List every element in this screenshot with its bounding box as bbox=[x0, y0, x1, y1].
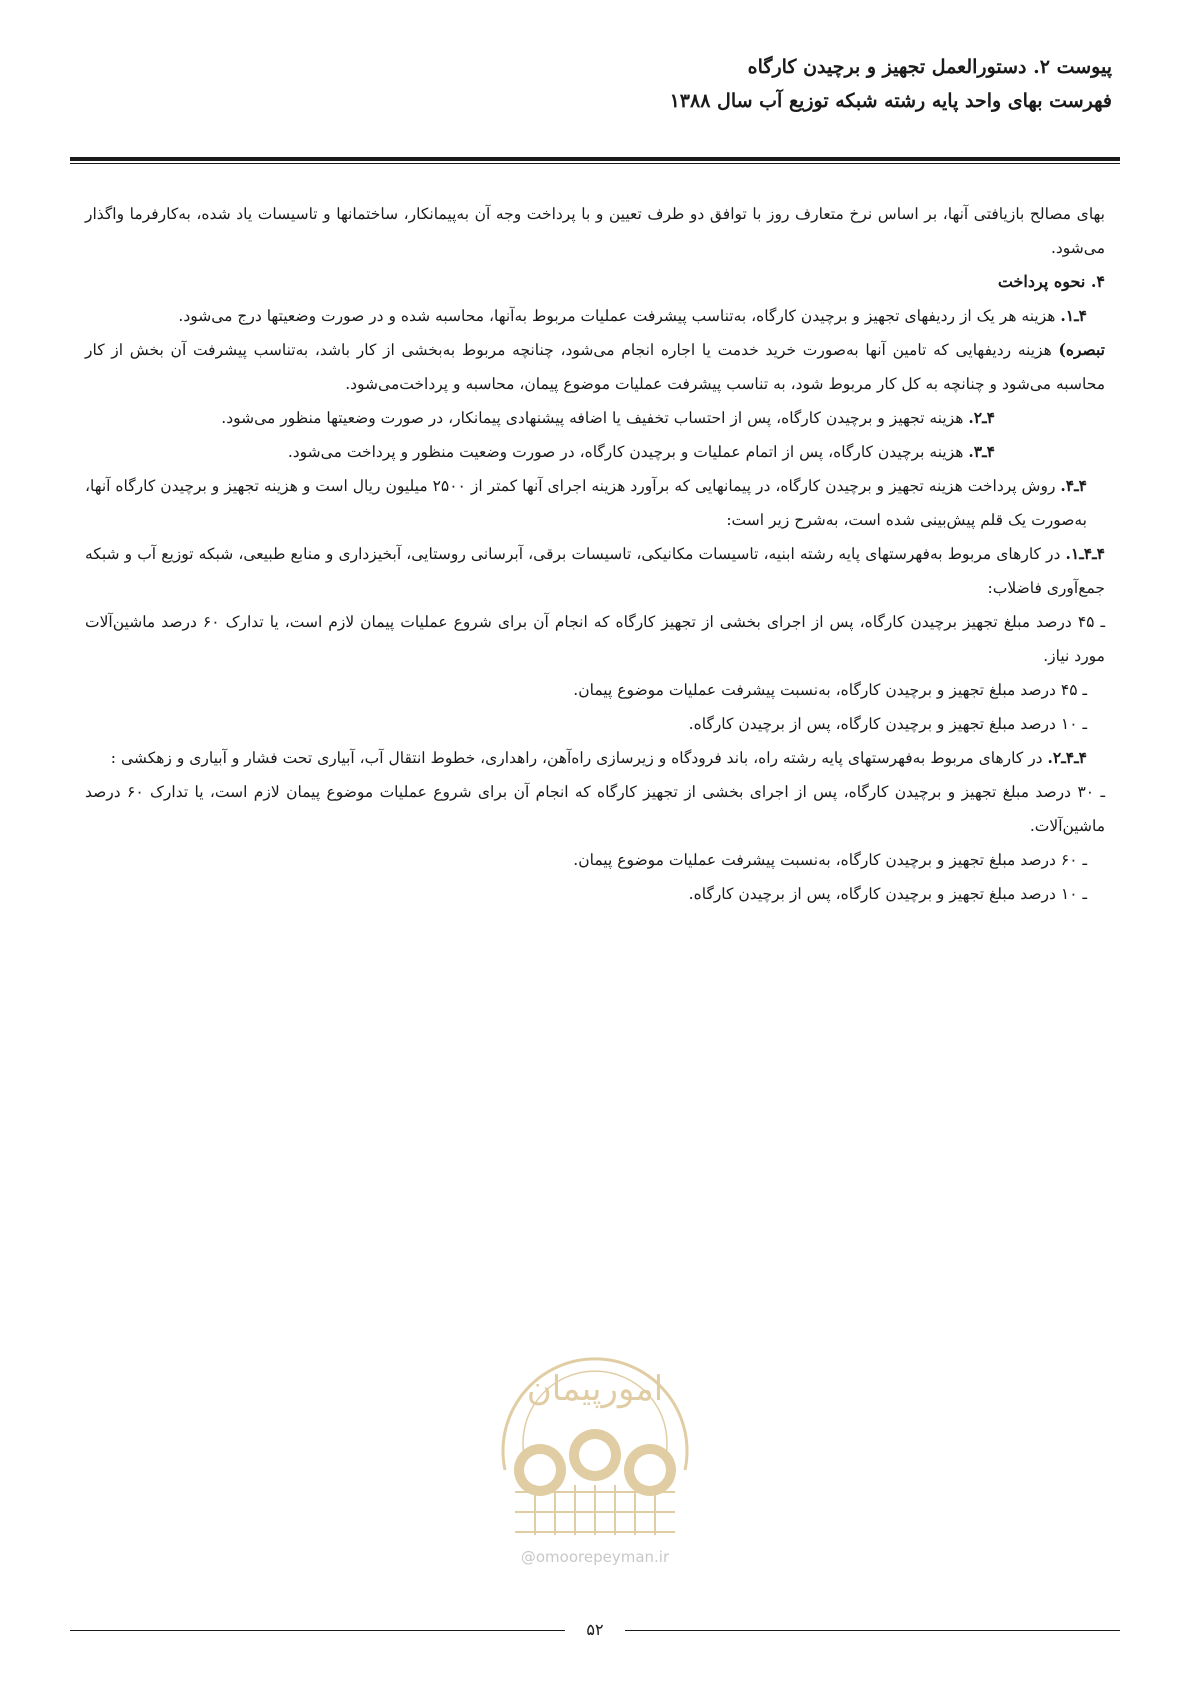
clause-text: روش پرداخت هزینه تجهیز و برچیدن کارگاه، در پیمانهایی که برآورد هزینه اجرای آنها کمتر از ۲۵۰۰ میلیون ریال است و هزینه تجهیز و برچیدن کارگاه آنها، به‌صورت یک قلم پیش‌بینی شده است، به‌شرح زیر است: bbox=[85, 477, 1087, 529]
note-label: تبصره) bbox=[1058, 340, 1105, 359]
clause-number: ۴ـ۴. bbox=[1060, 476, 1087, 495]
header-rule-thick bbox=[70, 157, 1120, 161]
clause-text: هزینه تجهیز و برچیدن کارگاه، پس از احتساب تخفیف یا اضافه پیشنهادی پیمانکار، در صورت وضعیتها منظور می‌شود. bbox=[221, 409, 969, 427]
bullet-item: ـ ۱۰ درصد مبلغ تجهیز و برچیدن کارگاه، پس از برچیدن کارگاه. bbox=[688, 885, 1087, 903]
bullet-item: ـ ۶۰ درصد مبلغ تجهیز و برچیدن کارگاه، به‌نسبت پیشرفت عملیات موضوع پیمان. bbox=[573, 851, 1087, 869]
paragraph-4-3 bbox=[85, 435, 1105, 469]
bullet-item: ـ ۳۰ درصد مبلغ تجهیز و برچیدن کارگاه، پس از اجرای بخشی از تجهیز کارگاه که انجام آن برای شروع عملیات موضوع پیمان لازم است، یا تدارک ۶۰ درصد ماشین‌آلات. bbox=[85, 783, 1105, 835]
seal-icon bbox=[480, 1320, 710, 1545]
bullet-item: ـ ۴۵ درصد مبلغ تجهیز برچیدن کارگاه، پس از اجرای بخشی از تجهیز کارگاه که انجام آن برای شروع عملیات پیمان لازم است، یا تدارک ۶۰ درصد ماشین‌آلات مورد نیاز. bbox=[85, 613, 1106, 665]
paragraph-intro: بهای مصالح بازیافتی آنها، بر اساس نرخ متعارف روز با توافق دو طرف تعیین و با پرداخت وجه آن به‌پیمانکار، ساختمانها و تاسیسات یاد شده، به‌کارفرما واگذار می‌شود. bbox=[85, 205, 1105, 257]
clause-text: در کارهای مربوط به‌فهرستهای پایه رشته ابنیه، تاسیسات مکانیکی، تاسیسات برقی، آبرسانی روستایی، آبخیزداری و منابع طبیعی، شبکه توزیع آب و شبکه جمع‌آوری فاضلاب: bbox=[85, 545, 1105, 597]
clause-number: ۴ـ۴ـ۱. bbox=[1065, 544, 1105, 563]
header-list-title: فهرست بهای واحد پایه رشته شبکه توزیع آب سال ۱۳۸۸ bbox=[669, 90, 1112, 112]
footer-rule-right bbox=[625, 1630, 1120, 1631]
paragraph-4-2 bbox=[85, 401, 1105, 435]
watermark-logo bbox=[480, 1320, 710, 1570]
section-title-payment: ۴. نحوه پرداخت bbox=[997, 272, 1105, 291]
watermark-website: @omoorepeyman.ir bbox=[520, 1548, 670, 1566]
watermark-logo-text: امورپیمان bbox=[526, 1369, 664, 1409]
clause-number: ۴ـ۱. bbox=[1060, 306, 1087, 325]
bullet-item: ـ ۱۰ درصد مبلغ تجهیز و برچیدن کارگاه، پس از برچیدن کارگاه. bbox=[688, 715, 1087, 733]
paragraph-4-1 bbox=[85, 299, 1105, 333]
clause-number: ۴ـ۲. bbox=[968, 408, 995, 427]
page-number: ۵۲ bbox=[586, 1620, 604, 1639]
clause-text: هزینه هر یک از ردیفهای تجهیز و برچیدن کارگاه، به‌تناسب پیشرفت عملیات مربوط به‌آنها، محاسبه شده و در صورت وضعیتها درج می‌شود. bbox=[178, 307, 1061, 325]
paragraph-4-4-1 bbox=[85, 537, 1105, 605]
paragraph-note bbox=[85, 333, 1105, 401]
header-appendix-title: پیوست ۲. دستورالعمل تجهیز و برچیدن کارگاه bbox=[747, 56, 1112, 78]
page-footer bbox=[70, 1620, 1120, 1640]
clause-number: ۴ـ۴ـ۲. bbox=[1047, 748, 1087, 767]
note-text: هزینه ردیفهایی که تامین آنها به‌صورت خرید خدمت یا اجاره انجام می‌شود، چنانچه مربوط به‌بخشی از کار باشد، به‌تناسب پیشرفت آن بخش از کار محاسبه می‌شود و چنانچه به کل کار مربوط شود، به تناسب پیشرفت عملیات موضوع پیمان، محاسبه و پرداخت‌می‌شود. bbox=[85, 341, 1105, 393]
paragraph-4-4 bbox=[85, 469, 1105, 537]
clause-text: در کارهای مربوط به‌فهرستهای پایه رشته راه، باند فرودگاه و زیرسازی راه‌آهن، راهداری، خطوط انتقال آب، آبیاری تحت فشار و آبیاری و زهکشی : bbox=[110, 749, 1048, 767]
clause-number: ۴ـ۳. bbox=[968, 442, 995, 461]
header-rule-thin bbox=[70, 163, 1120, 164]
body-content bbox=[85, 197, 1105, 911]
paragraph-4-4-2 bbox=[85, 741, 1105, 775]
bullet-item: ـ ۴۵ درصد مبلغ تجهیز و برچیدن کارگاه، به‌نسبت پیشرفت عملیات موضوع پیمان. bbox=[573, 681, 1087, 699]
clause-text: هزینه برچیدن کارگاه، پس از اتمام عملیات و برچیدن کارگاه، در صورت وضعیت منظور و پرداخت می‌شود. bbox=[287, 443, 969, 461]
page-header bbox=[70, 50, 1112, 118]
